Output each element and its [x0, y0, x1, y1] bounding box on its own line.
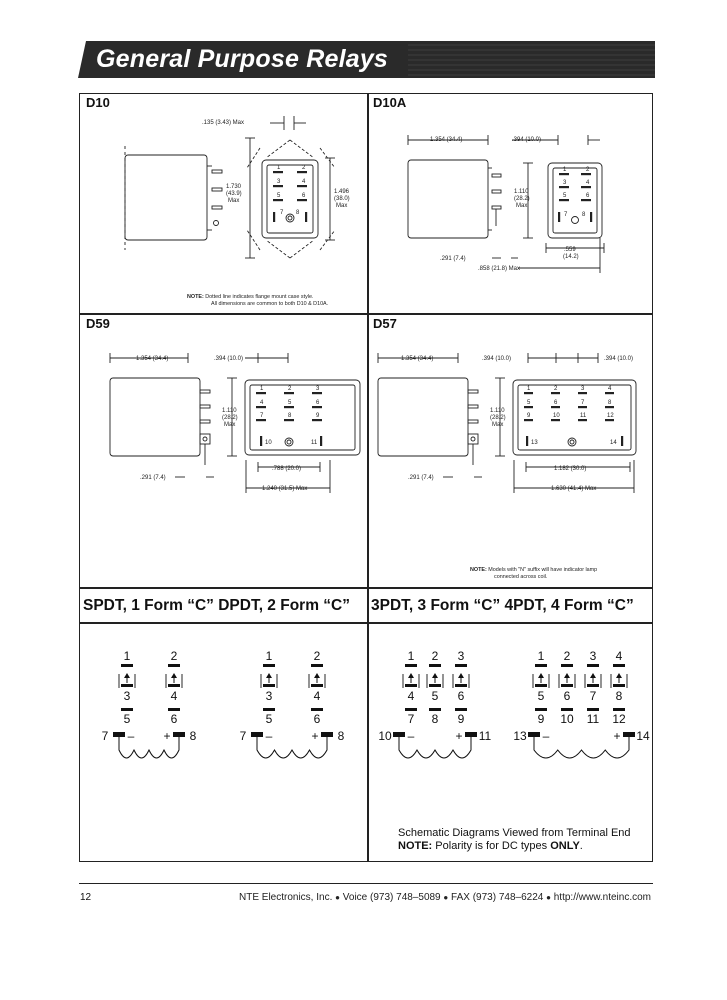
d57-pin-2: 2 — [554, 386, 558, 392]
spdt-coil-plus: + — [163, 729, 171, 743]
row-divider-2 — [79, 587, 653, 589]
3pdt-coil-pin-left: 10 — [378, 729, 392, 743]
3pdt-pin-mid-4: 4 — [407, 689, 415, 703]
d57-dim-pitch2: .394 (10.0) — [604, 356, 634, 362]
4pdt-coil-plus: + — [613, 729, 621, 743]
d10-note-line2: All dimensions are common to both D10 & D10A. — [211, 301, 329, 307]
d10a-dim-width: 1.354 (34.4) — [430, 137, 463, 143]
d57-pin-11: 11 — [580, 413, 587, 419]
schematic-diagrams — [79, 624, 653, 824]
4pdt-terminal-bot-12 — [613, 708, 625, 711]
footer-fax: FAX (973) 748–6224 — [451, 892, 544, 903]
4pdt-contact-mid-8 — [613, 684, 625, 687]
3pdt-arrow-5 — [432, 673, 438, 678]
footer-rule — [79, 883, 653, 884]
4pdt-pin-top-3: 3 — [589, 649, 597, 663]
d10-dim-height-max: Max — [228, 198, 240, 204]
d10-dim-inner-max: Max — [336, 203, 348, 209]
3pdt-coil-minus: – — [407, 729, 415, 743]
spdt-coil-pin-left: 7 — [101, 729, 109, 743]
4pdt-pin-top-1: 1 — [537, 649, 545, 663]
dpdt-coil-pin-left: 7 — [239, 729, 247, 743]
d59-dim-base: .291 (7.4) — [140, 475, 166, 481]
d57-pin-1: 1 — [527, 386, 531, 392]
d59-dim-height-mm: (28.2) — [222, 415, 238, 421]
4pdt-contact-mid-6 — [561, 684, 573, 687]
spdt-pin-top-1: 1 — [123, 649, 131, 663]
d59-pin-6: 6 — [316, 400, 320, 406]
polarity-text: Polarity is for DC types — [435, 840, 548, 852]
d10-note — [187, 294, 328, 308]
d57-pin-8: 8 — [608, 400, 612, 406]
bullet-icon: ● — [443, 893, 449, 902]
dpdt-terminal-bot-6 — [311, 708, 323, 711]
dpdt-arrow-3 — [266, 673, 272, 678]
d59-pin-1: 1 — [260, 386, 264, 392]
3pdt-pin-bot-9: 9 — [457, 712, 465, 726]
3pdt-terminal-top-2 — [429, 664, 441, 667]
spdt-contact-mid-4 — [168, 684, 180, 687]
polarity-note — [398, 840, 631, 853]
dpdt-terminal-top-2 — [311, 664, 323, 667]
polarity-emph: ONLY — [550, 840, 580, 852]
d59-pin-3: 3 — [316, 386, 320, 392]
bullet-icon: ● — [546, 893, 551, 902]
4pdt-pin-bot-9: 9 — [537, 712, 545, 726]
dpdt-pin-top-1: 1 — [265, 649, 273, 663]
d59-dim-width: 1.354 (34.4) — [136, 356, 169, 362]
3pdt-coil-pin-right: 11 — [478, 729, 492, 743]
dpdt-pin-mid-4: 4 — [313, 689, 321, 703]
4pdt-coil-minus: – — [542, 729, 550, 743]
panel-title-d10: D10 — [86, 95, 110, 110]
3pdt-pin-mid-6: 6 — [457, 689, 465, 703]
dpdt-terminal-bot-5 — [263, 708, 275, 711]
4pdt-arrow-7 — [590, 673, 596, 678]
4pdt-terminal-top-2 — [561, 664, 573, 667]
row-divider-1 — [79, 313, 653, 315]
dpdt-coil-terminal-left — [251, 732, 263, 737]
4pdt-terminal-top-1 — [535, 664, 547, 667]
dpdt-coil-pin-right: 8 — [337, 729, 345, 743]
d57-note-line1: Models with "N" suffix will have indicator lamp — [488, 567, 598, 573]
d57-pin-13: 13 — [531, 440, 538, 446]
d57-dim-coil: 1.182 (30.0) — [554, 466, 587, 472]
schematic-title-right: 3PDT, 3 Form “C” 4PDT, 4 Form “C” — [371, 597, 634, 614]
3pdt-coil-terminal-left — [393, 732, 405, 737]
spdt-terminal-bot-6 — [168, 708, 180, 711]
d57-pin-9: 9 — [527, 413, 531, 419]
d59-drawing — [80, 330, 366, 505]
footer-contact — [239, 892, 651, 903]
3pdt-coil-plus: + — [455, 729, 463, 743]
d57-dim-pitch: .394 (10.0) — [482, 356, 512, 362]
spdt-terminal-top-2 — [168, 664, 180, 667]
4pdt-coil-terminal-left — [528, 732, 540, 737]
4pdt-pin-mid-5: 5 — [537, 689, 545, 703]
4pdt-pin-mid-7: 7 — [589, 689, 597, 703]
4pdt-terminal-bot-11 — [587, 708, 599, 711]
spdt-pin-mid-3: 3 — [123, 689, 131, 703]
d57-pin-12: 12 — [607, 413, 614, 419]
3pdt-terminal-bot-7 — [405, 708, 417, 711]
dpdt-pin-bot-6: 6 — [313, 712, 321, 726]
4pdt-arrow-6 — [564, 673, 570, 678]
4pdt-terminal-top-4 — [613, 664, 625, 667]
d59-pin-4: 4 — [260, 400, 264, 406]
4pdt-terminal-top-3 — [587, 664, 599, 667]
d57-dim-width: 1.354 (34.4) — [401, 356, 434, 362]
d57-note — [470, 567, 597, 581]
3pdt-pin-bot-7: 7 — [407, 712, 415, 726]
3pdt-arrow-6 — [458, 673, 464, 678]
d10-pin-6: 6 — [302, 193, 306, 199]
d10a-drawing — [368, 108, 652, 313]
page-title: General Purpose Relays — [96, 45, 389, 73]
3pdt-pin-top-3: 3 — [457, 649, 465, 663]
panel-title-d10a: D10A — [373, 95, 407, 110]
d59-dim-height-max: Max — [224, 422, 236, 428]
d59-dim-pitch: .394 (10.0) — [214, 356, 244, 362]
d57-drawing — [368, 330, 652, 505]
d59-pin-2: 2 — [288, 386, 292, 392]
d10a-pin-2: 2 — [586, 167, 590, 173]
d10a-dim-base: .291 (7.4) — [440, 256, 466, 262]
dpdt-pin-bot-5: 5 — [265, 712, 273, 726]
4pdt-pin-mid-6: 6 — [563, 689, 571, 703]
d57-note-label: NOTE: — [470, 567, 487, 573]
4pdt-pin-bot-11: 11 — [586, 712, 600, 726]
spdt-terminal-bot-5 — [121, 708, 133, 711]
d57-pin-4: 4 — [608, 386, 612, 392]
4pdt-pin-top-4: 4 — [615, 649, 623, 663]
d59-pin-9: 9 — [316, 413, 320, 419]
d10a-pin-7: 7 — [564, 212, 568, 218]
d10-dim-top: .135 (3.43) Max — [202, 120, 245, 126]
3pdt-contact-mid-6 — [455, 684, 467, 687]
spdt-coil-pin-right: 8 — [189, 729, 197, 743]
3pdt-contact-mid-5 — [429, 684, 441, 687]
4pdt-pin-mid-8: 8 — [615, 689, 623, 703]
d59-dim-depth: 1.240 (31.5) Max — [262, 486, 308, 492]
dpdt-arrow-4 — [314, 673, 320, 678]
polarity-label: NOTE: — [398, 840, 433, 852]
d10a-pin-5: 5 — [563, 193, 567, 199]
3pdt-terminal-bot-9 — [455, 708, 467, 711]
d57-note-line2: connected across coil. — [494, 574, 548, 580]
d57-dim-height-max: Max — [492, 422, 504, 428]
3pdt-pin-bot-8: 8 — [431, 712, 439, 726]
d59-dim-height: 1.110 — [222, 408, 237, 414]
d10-pin-5: 5 — [277, 193, 281, 199]
d10-note-label: NOTE: — [187, 294, 204, 300]
d59-pin-7: 7 — [260, 413, 264, 419]
4pdt-contact-mid-5 — [535, 684, 547, 687]
4pdt-coil-pin-left: 13 — [513, 729, 527, 743]
spdt-contact-mid-3 — [121, 684, 133, 687]
d57-dim-depth: 1.630 (41.4) Max — [551, 486, 597, 492]
d10a-pin-4: 4 — [586, 180, 590, 186]
3pdt-pin-mid-5: 5 — [431, 689, 439, 703]
d10a-pin-8: 8 — [582, 212, 586, 218]
d10-pin-4: 4 — [302, 179, 306, 185]
d10-dim-height: 1.730 — [226, 184, 242, 190]
polarity-end: . — [579, 840, 583, 852]
d57-pin-5: 5 — [527, 400, 531, 406]
d57-pin-14: 14 — [610, 440, 617, 446]
schematic-title-left: SPDT, 1 Form “C” DPDT, 2 Form “C” — [83, 597, 350, 614]
3pdt-terminal-top-3 — [455, 664, 467, 667]
d10a-dim-depth: .858 (21.8) Max — [478, 266, 521, 272]
header-banner — [78, 41, 655, 78]
d10a-dim-spacing-mm: (14.2) — [563, 254, 579, 260]
d10-pin-7: 7 — [280, 210, 284, 216]
d10a-dim-height-max: Max — [516, 203, 528, 209]
4pdt-arrow-8 — [616, 673, 622, 678]
d10a-pin-3: 3 — [563, 180, 567, 186]
4pdt-terminal-bot-9 — [535, 708, 547, 711]
footer-company: NTE Electronics, Inc. — [239, 892, 333, 903]
dpdt-pin-top-2: 2 — [313, 649, 321, 663]
schematic-notes — [398, 827, 631, 853]
4pdt-pin-top-2: 2 — [563, 649, 571, 663]
4pdt-contact-mid-7 — [587, 684, 599, 687]
d57-dim-height-mm: (28.2) — [490, 415, 506, 421]
d10a-dim-pitch: .394 (10.0) — [512, 137, 542, 143]
3pdt-pin-top-1: 1 — [407, 649, 415, 663]
bullet-icon: ● — [335, 893, 340, 902]
4pdt-pin-bot-12: 12 — [612, 712, 626, 726]
dpdt-terminal-top-1 — [263, 664, 275, 667]
spdt-arrow-3 — [124, 673, 130, 678]
3pdt-pin-top-2: 2 — [431, 649, 439, 663]
dpdt-contact-mid-3 — [263, 684, 275, 687]
4pdt-terminal-bot-10 — [561, 708, 573, 711]
d10-dim-inner-mm: (38.0) — [334, 196, 350, 202]
dpdt-coil-plus: + — [311, 729, 319, 743]
d57-pin-6: 6 — [554, 400, 558, 406]
d10-drawing — [80, 108, 366, 313]
panel-title-d59: D59 — [86, 316, 110, 331]
3pdt-terminal-top-1 — [405, 664, 417, 667]
d59-pin-11: 11 — [311, 440, 318, 446]
d10a-pin-1: 1 — [563, 167, 567, 173]
d59-dim-coil: .788 (20.0) — [272, 466, 302, 472]
d59-pin-8: 8 — [288, 413, 292, 419]
d10-pin-8: 8 — [296, 210, 300, 216]
d57-pin-7: 7 — [581, 400, 585, 406]
d10-note-line1: Dotted line indicates flange mount case style. — [205, 294, 314, 300]
spdt-pin-bot-6: 6 — [170, 712, 178, 726]
d57-pin-3: 3 — [581, 386, 585, 392]
3pdt-arrow-4 — [408, 673, 414, 678]
dpdt-coil-terminal-right — [321, 732, 333, 737]
d10-dim-height-mm: (43.9) — [226, 191, 242, 197]
d57-dim-base: .291 (7.4) — [408, 475, 434, 481]
dpdt-coil-minus: – — [265, 729, 273, 743]
d10-pin-3: 3 — [277, 179, 281, 185]
d10a-dim-spacing: .559 — [564, 247, 576, 253]
d10-pin-2: 2 — [302, 165, 306, 171]
dpdt-pin-mid-3: 3 — [265, 689, 273, 703]
d10a-dim-height: 1.110 — [514, 189, 529, 195]
d10a-dim-height-mm: (28.2) — [514, 196, 530, 202]
d10a-pin-6: 6 — [586, 193, 590, 199]
3pdt-terminal-bot-8 — [429, 708, 441, 711]
spdt-terminal-top-1 — [121, 664, 133, 667]
spdt-coil-terminal-right — [173, 732, 185, 737]
4pdt-coil-pin-right: 14 — [636, 729, 650, 743]
d59-pin-10: 10 — [265, 440, 272, 446]
footer-web[interactable]: http://www.nteinc.com — [553, 892, 651, 903]
panel-title-d57: D57 — [373, 316, 397, 331]
spdt-pin-top-2: 2 — [170, 649, 178, 663]
d10-pin-1: 1 — [277, 165, 281, 171]
footer-voice: Voice (973) 748–5089 — [342, 892, 441, 903]
d59-pin-5: 5 — [288, 400, 292, 406]
dpdt-contact-mid-4 — [311, 684, 323, 687]
3pdt-coil-terminal-right — [465, 732, 477, 737]
spdt-coil-minus: – — [127, 729, 135, 743]
4pdt-pin-bot-10: 10 — [560, 712, 574, 726]
4pdt-arrow-5 — [538, 673, 544, 678]
page-number: 12 — [80, 892, 92, 903]
3pdt-contact-mid-4 — [405, 684, 417, 687]
spdt-pin-bot-5: 5 — [123, 712, 131, 726]
spdt-coil-terminal-left — [113, 732, 125, 737]
d10-dim-inner: 1.496 — [334, 189, 350, 195]
d57-pin-10: 10 — [553, 413, 560, 419]
d57-dim-height: 1.110 — [490, 408, 505, 414]
4pdt-coil-terminal-right — [623, 732, 635, 737]
spdt-pin-mid-4: 4 — [170, 689, 178, 703]
view-note: Schematic Diagrams Viewed from Terminal End — [398, 827, 631, 839]
spdt-arrow-4 — [171, 673, 177, 678]
